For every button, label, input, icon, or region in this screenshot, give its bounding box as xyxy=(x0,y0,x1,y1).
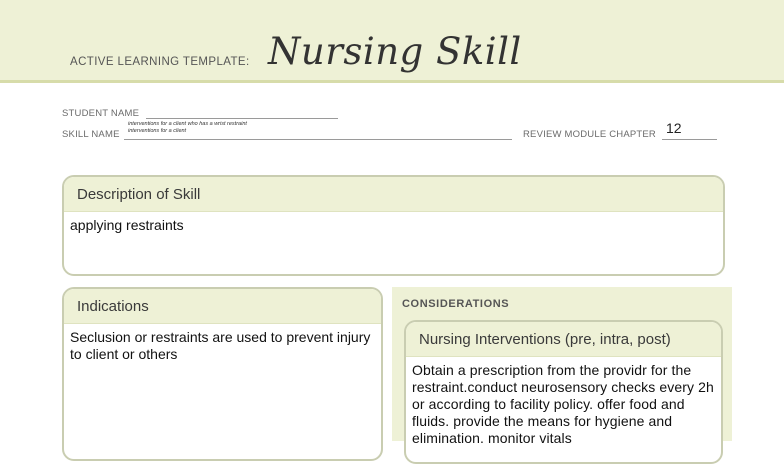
considerations-label: CONSIDERATIONS xyxy=(402,298,510,310)
nursing-interventions-text[interactable]: Obtain a prescription from the providr for the restraint.conduct neurosensory checks every 2h or according to facility policy. offer food and fluids. provide the means for hygiene and elimination. monitor vitals xyxy=(412,362,714,446)
indications-card xyxy=(62,287,383,461)
template-label: ACTIVE LEARNING TEMPLATE: xyxy=(70,56,250,68)
indications-text[interactable]: Seclusion or restraints are used to prevent injury to client or others xyxy=(70,329,371,362)
description-header: Description of Skill xyxy=(64,177,723,212)
indications-header: Indications xyxy=(64,289,381,324)
skill-name-label: SKILL NAME xyxy=(62,129,120,140)
review-chapter-value: 12 xyxy=(666,120,682,136)
student-name-label: STUDENT NAME xyxy=(62,108,140,119)
header-divider xyxy=(0,80,784,83)
nursing-interventions-card xyxy=(404,320,723,464)
review-chapter-field[interactable] xyxy=(662,139,717,140)
student-name-field[interactable] xyxy=(146,118,338,119)
nursing-interventions-header: Nursing Interventions (pre, intra, post) xyxy=(406,322,721,357)
skill-name-value-line1: interventions for a client who has a wrist restraint xyxy=(128,121,247,127)
review-chapter-label: REVIEW MODULE CHAPTER xyxy=(523,129,656,140)
template-title: Nursing Skill xyxy=(268,30,522,73)
skill-name-value-line2: interventions for a client xyxy=(128,128,187,134)
description-text[interactable]: applying restraints xyxy=(70,217,184,233)
description-card xyxy=(62,175,725,276)
skill-name-field[interactable] xyxy=(124,139,512,140)
